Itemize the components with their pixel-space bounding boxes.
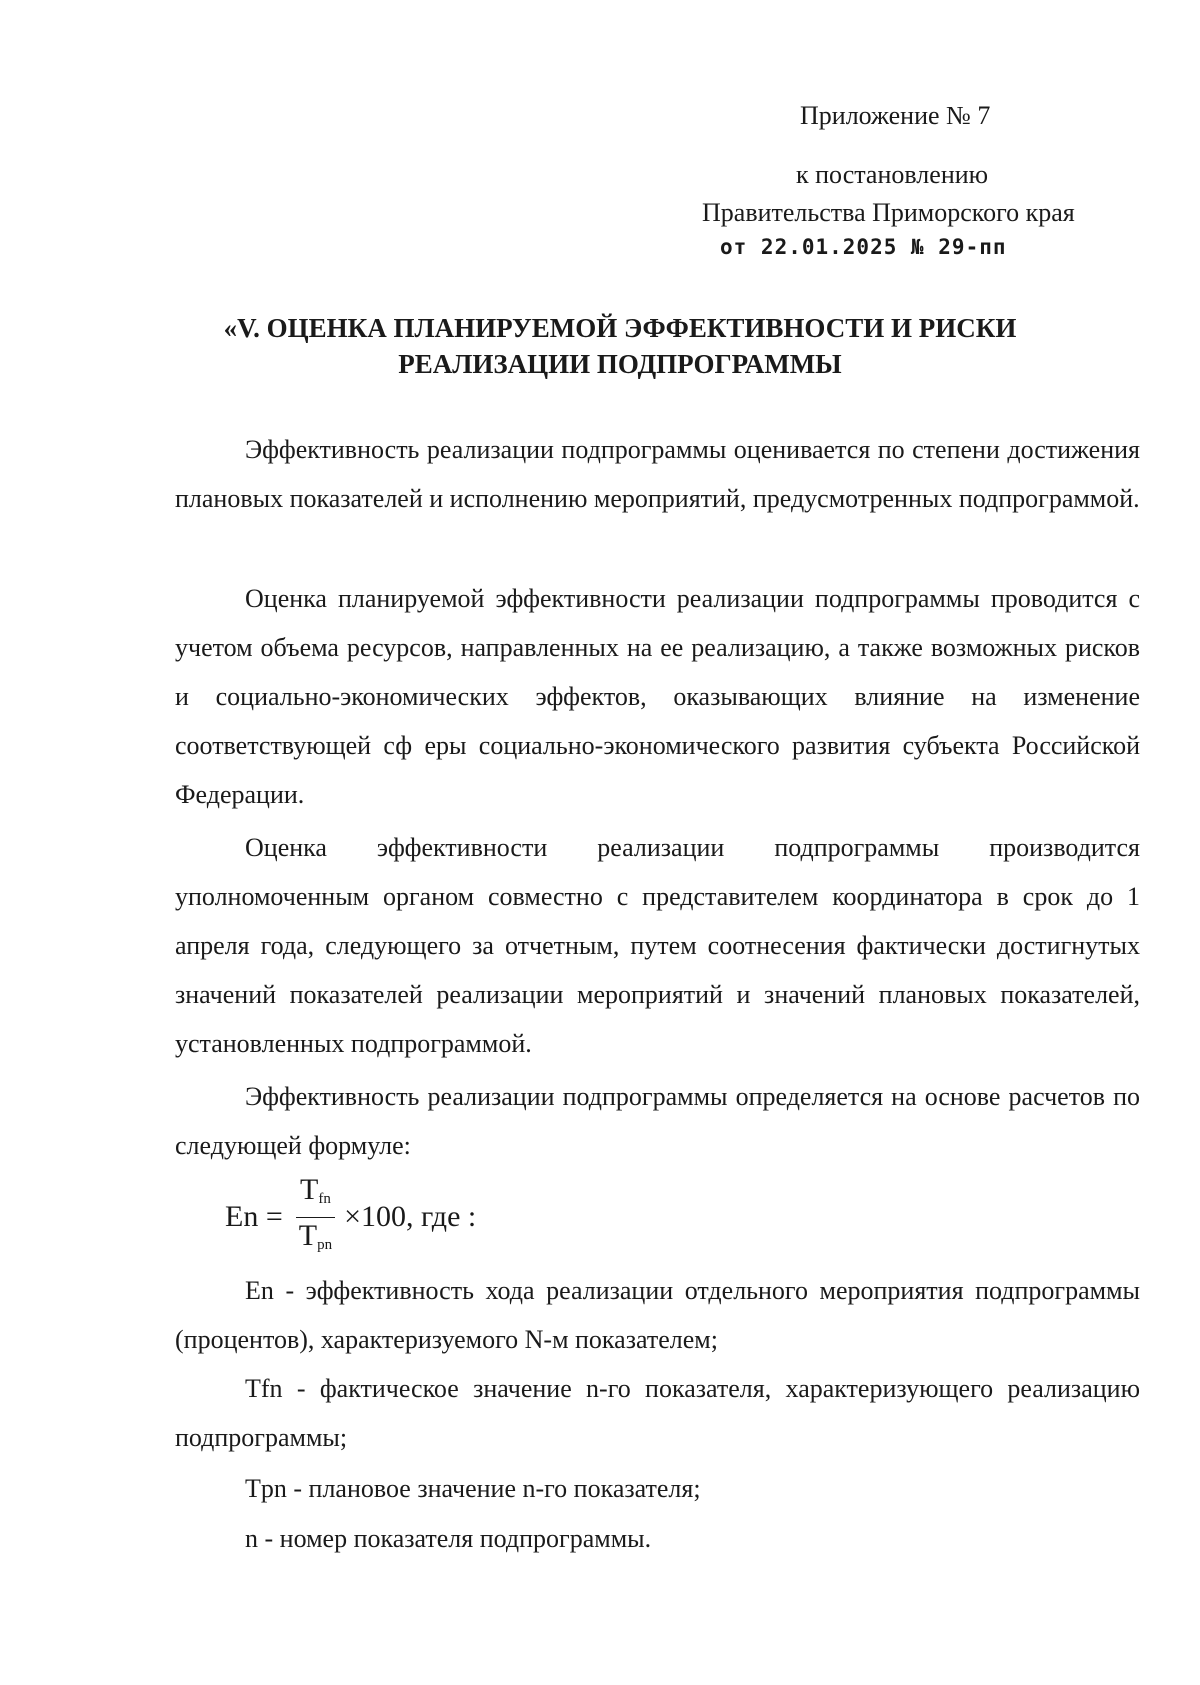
paragraph-efficiency-assessment [175, 425, 1140, 523]
paragraph-text: Оценка эффективности реализации подпрограммы производится уполномоченным органом совместно с представителем координатора в срок до 1 апреля года, следующего за отчетным, путем соотнесения фактически достигнутых значений показателей реализации мероприятий и значений плановых показателей, установленных подпрограммой. [175, 833, 1140, 1058]
formula-denominator [295, 1218, 336, 1262]
government-name: Правительства Приморского края [702, 198, 1075, 227]
paragraph-evaluation-procedure [175, 823, 1140, 1068]
definition-text: n - номер показателя подпрограммы. [245, 1524, 652, 1553]
definition-tpn [175, 1464, 1140, 1513]
definition-text: Tfn - фактическое значение n-го показателя, характеризующего реализацию подпрограммы; [175, 1374, 1140, 1452]
numerator-subscript: fn [318, 1190, 331, 1207]
paragraph-text: Оценка планируемой эффективности реализации подпрограммы проводится с учетом объема ресурсов, направленных на ее реализацию, а также возможных рисков и социально-экономических эффектов, оказывающих влияние на изменение соответствующей сф еры социально-экономического развития субъекта Российской Федерации. [175, 584, 1140, 809]
numerator-base: T [300, 1172, 319, 1206]
efficiency-formula [225, 1172, 477, 1258]
paragraph-formula-intro [175, 1072, 1140, 1170]
definition-tfn [175, 1364, 1140, 1462]
section-title [150, 310, 1090, 382]
definition-n [175, 1514, 1140, 1563]
definition-text: En - эффективность хода реализации отдельного мероприятия подпрограммы (процентов), характеризуемого N-м показателем; [175, 1276, 1140, 1354]
formula-lhs: En = [225, 1200, 283, 1233]
appendix-number: Приложение № 7 [800, 101, 991, 130]
date-number-stamp: от 22.01.2025 № 29-пп [720, 235, 1007, 259]
resolution-reference: к постановлению [796, 160, 989, 189]
formula-fraction [295, 1173, 336, 1262]
section-title-line-1: «V. ОЦЕНКА ПЛАНИРУЕМОЙ ЭФФЕКТИВНОСТИ И РИСКИ [223, 313, 1017, 343]
definition-en [175, 1266, 1140, 1364]
formula-rhs: ×100, где : [344, 1200, 477, 1233]
denominator-base: T [298, 1218, 318, 1252]
formula-numerator [296, 1173, 335, 1218]
definition-text: Tpn - плановое значение n-го показателя; [245, 1474, 701, 1503]
paragraph-text: Эффективность реализации подпрограммы оценивается по степени достижения плановых показателей и исполнению мероприятий, предусмотренных подпрограммой. [175, 435, 1140, 513]
section-title-line-2: РЕАЛИЗАЦИИ ПОДПРОГРАММЫ [398, 349, 842, 379]
paragraph-planned-efficiency [175, 574, 1140, 819]
paragraph-text: Эффективность реализации подпрограммы определяется на основе расчетов по следующей формуле: [175, 1082, 1140, 1160]
denominator-subscript: pn [317, 1236, 333, 1253]
